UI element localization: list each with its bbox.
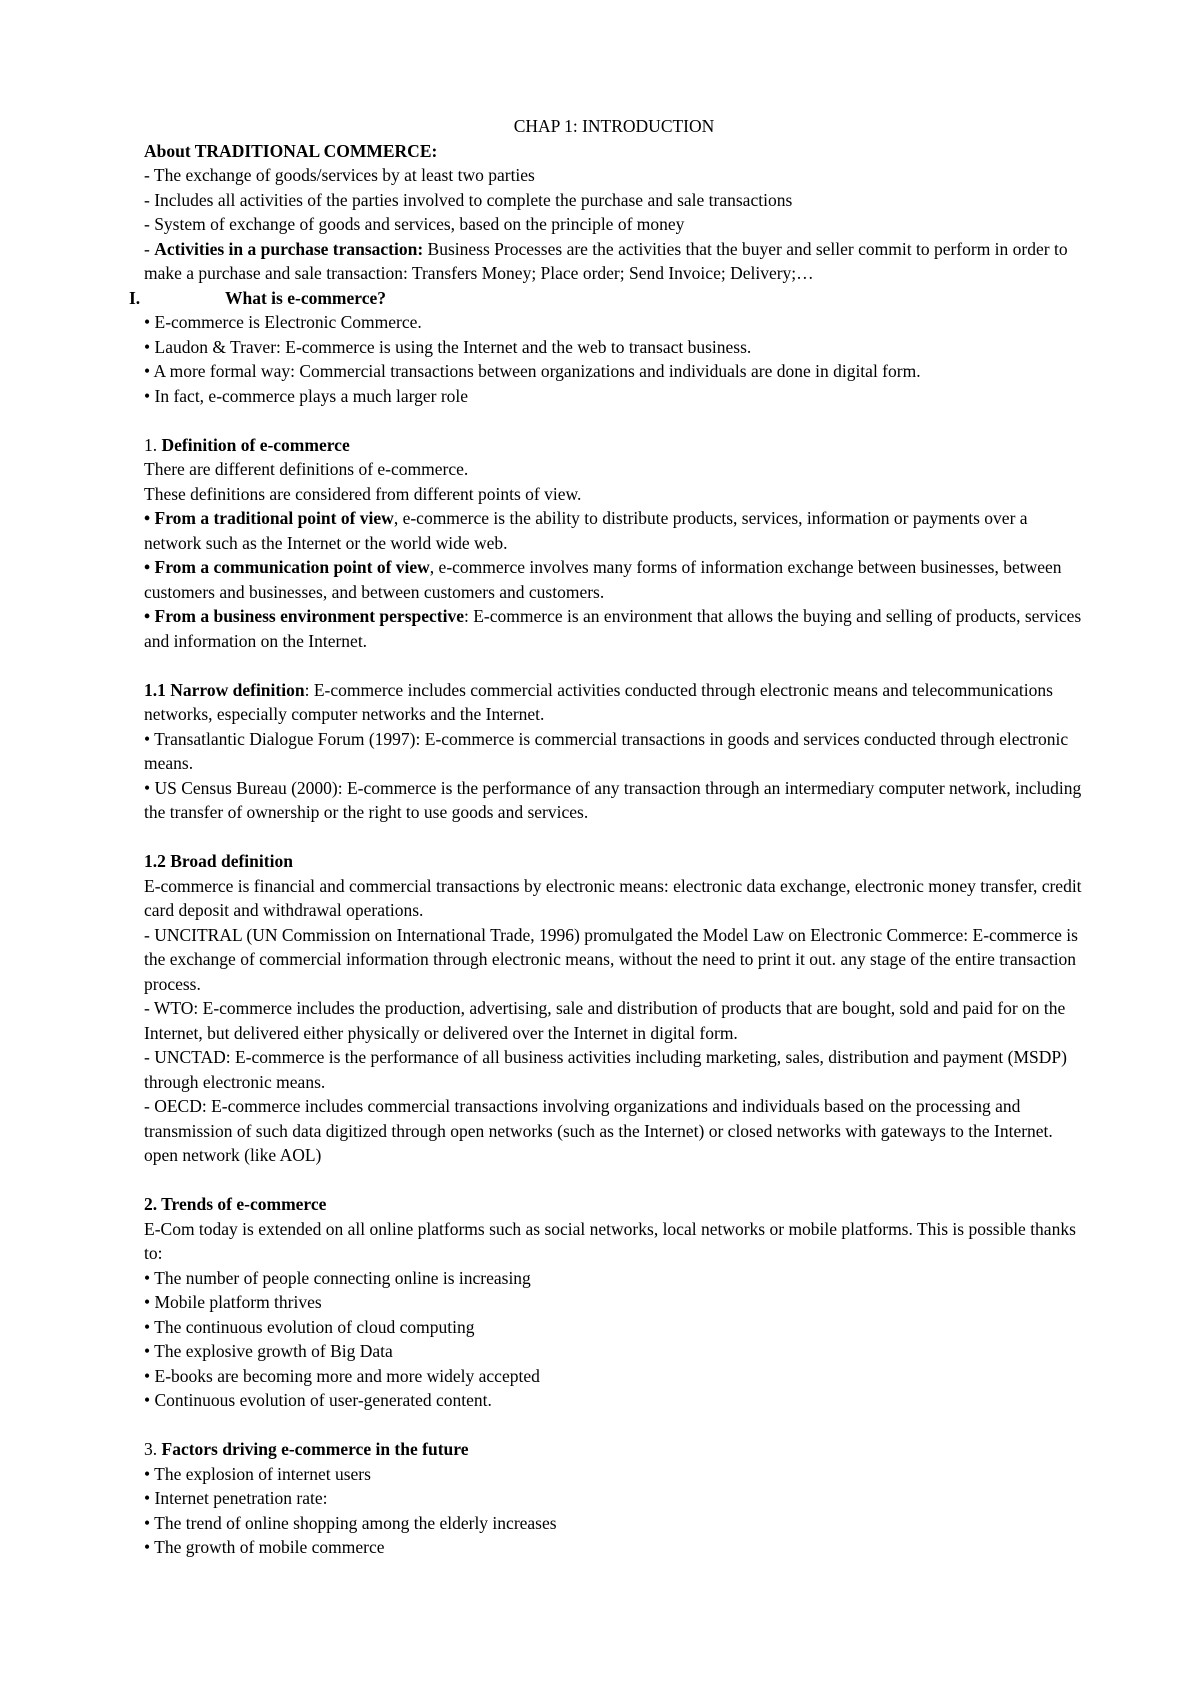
bullet-item: • The explosion of internet users — [144, 1463, 371, 1484]
definition-heading — [144, 433, 1084, 458]
activities-text: Business Processes are the activities that the buyer and seller commit to perform in order to make a purchase and sale transaction: Transfers Money; Place order; Send Invoice; Delivery;… — [144, 238, 1068, 283]
view-label: • From a traditional point of view — [144, 508, 394, 528]
section-number: I. — [129, 287, 141, 308]
traditional-heading: About TRADITIONAL COMMERCE: — [144, 140, 438, 161]
broad-line: - UNCTAD: E-commerce is the performance of all business activities including marketing, sales, distribution and payment (MSDP) through electronic means. — [144, 1047, 1067, 1092]
view-paragraph — [144, 604, 1084, 653]
activities-paragraph — [144, 237, 1084, 286]
narrow-label: 1.1 Narrow definition — [144, 679, 305, 700]
view-paragraph — [144, 506, 1084, 555]
view-text: , e-commerce involves many forms of information exchange between businesses, between customers and businesses, and between customers and customers. — [144, 557, 1062, 602]
broad-line: - OECD: E-commerce includes commercial transactions involving organizations and individuals based on the processing and transmission of such data digitized through open networks (such as the Internet) or closed networks with gateways to the Internet. open network (like AOL) — [144, 1096, 1053, 1165]
bullet-item: • Continuous evolution of user-generated content. — [144, 1390, 492, 1410]
bullet-item: • Laudon & Traver: E-commerce is using the Internet and the web to transact business. — [144, 336, 752, 357]
trends-intro: E-Com today is extended on all online platforms such as social networks, local networks or mobile platforms. This is possible thanks to: — [144, 1218, 1076, 1263]
definition-intro: There are different definitions of e-commerce. — [144, 459, 469, 479]
bullet-item: • US Census Bureau (2000): E-commerce is the performance of any transaction through an intermediary computer network, including the transfer of ownership or the right to use goods and services. — [144, 777, 1082, 822]
bullet-item: • The continuous evolution of cloud computing — [144, 1316, 475, 1337]
bullet-item: • In fact, e-commerce plays a much larger role — [144, 385, 469, 406]
definition-intro: These definitions are considered from different points of view. — [144, 483, 582, 504]
bullet-item: • E-commerce is Electronic Commerce. — [144, 312, 422, 332]
view-paragraph — [144, 555, 1084, 604]
definition-title: Definition of e-commerce — [161, 434, 350, 455]
broad-line: - WTO: E-commerce includes the production, advertising, sale and distribution of products that are bought, sold and paid for on the Internet, but delivered either physically or delivered over the Internet in digital form. — [144, 998, 1066, 1043]
factors-number: 3. — [144, 1439, 162, 1459]
traditional-line: - System of exchange of goods and services, based on the principle of money — [144, 214, 685, 234]
definition-number: 1. — [144, 434, 162, 455]
bullet-item: • Internet penetration rate: — [144, 1488, 328, 1508]
trends-heading: 2. Trends of e-commerce — [144, 1194, 327, 1214]
broad-line: - UNCITRAL (UN Commission on International Trade, 1996) promulgated the Model Law on Electronic Commerce: E-commerce is the exchange of commercial information through electronic means, without the need to print it out. any stage of the entire transaction process. — [144, 924, 1078, 994]
traditional-line: - Includes all activities of the parties involved to complete the purchase and sale transactions — [144, 189, 793, 210]
activities-prefix: - — [144, 238, 155, 259]
traditional-line: - The exchange of goods/services by at least two parties — [144, 165, 535, 185]
narrow-paragraph — [144, 678, 1084, 727]
view-label: • From a business environment perspective — [144, 606, 464, 626]
bullet-item: • The number of people connecting online is increasing — [144, 1267, 531, 1288]
bullet-item: • The explosive growth of Big Data — [144, 1341, 393, 1361]
view-text: , e-commerce is the ability to distribute products, services, information or payments over a network such as the Internet or the world wide web. — [144, 508, 1028, 553]
bullet-item: • The growth of mobile commerce — [144, 1537, 385, 1557]
broad-line: E-commerce is financial and commercial transactions by electronic means: electronic data exchange, electronic money transfer, credit card deposit and withdrawal operations. — [144, 875, 1082, 920]
bullet-item: • Mobile platform thrives — [144, 1292, 322, 1312]
factors-title: Factors driving e-commerce in the future — [161, 1439, 469, 1459]
narrow-text: : E-commerce includes commercial activities conducted through electronic means and telecommunications networks, especially computer networks and the Internet. — [144, 679, 1053, 724]
bullet-item: • A more formal way: Commercial transactions between organizations and individuals are done in digital form. — [144, 361, 921, 381]
page-title: CHAP 1: INTRODUCTION — [513, 116, 715, 136]
bullet-item: • E-books are becoming more and more widely accepted — [144, 1365, 540, 1386]
view-label: • From a communication point of view — [144, 557, 430, 577]
bullet-item: • Transatlantic Dialogue Forum (1997): E-commerce is commercial transactions in goods and services conducted through electronic means. — [144, 728, 1069, 773]
bullet-item: • The trend of online shopping among the elderly increases — [144, 1512, 557, 1533]
section-heading-I — [129, 286, 1084, 311]
activities-label: Activities in a purchase transaction: — [154, 238, 424, 259]
document-body — [129, 114, 1084, 1560]
broad-heading: 1.2 Broad definition — [144, 851, 293, 871]
view-text: : E-commerce is an environment that allows the buying and selling of products, services and information on the Internet. — [144, 606, 1082, 651]
section-title: What is e-commerce? — [225, 287, 387, 308]
factors-heading — [144, 1437, 1084, 1462]
